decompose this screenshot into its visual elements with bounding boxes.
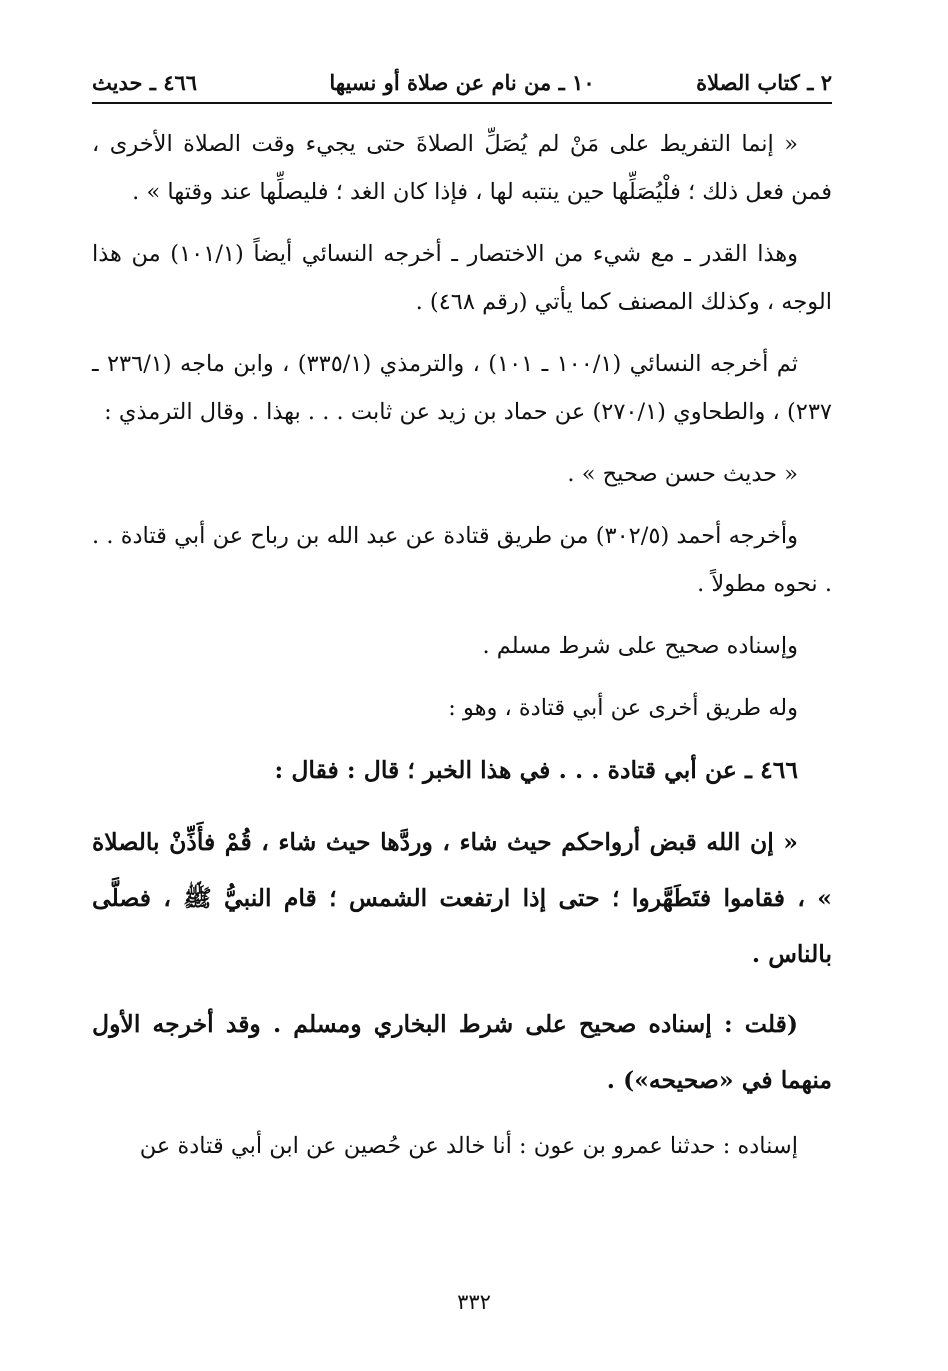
paragraph: « إنما التفريط على مَنْ لم يُصَلِّ الصلاةَ حتى يجيء وقت الصلاة الأخرى ، فمن فعل ذلك ؛ فلْيُصَلِّها حين ينتبه لها ، فإذا كان الغد ؛ فليصلِّها عند وقتها » . bbox=[92, 131, 832, 205]
author-note: (قلت : إسناده صحيح على شرط البخاري ومسلم . وقد أخرجه الأول منهما في «صحيحه») . bbox=[92, 1010, 832, 1094]
paragraph: « حديث حسن صحيح » . bbox=[567, 461, 798, 487]
hadith-text: « إن الله قبض أرواحكم حيث شاء ، وردَّها حيث شاء ، قُمْ فأَذِّنْ بالصلاة » ، فقاموا فتَطَهَّروا ؛ حتى إذا ارتفعت الشمس ؛ قام النبيُّ ﷺ ، فصلَّى بالناس . bbox=[92, 828, 832, 968]
hadith-heading: ٤٦٦ ـ عن أبي قتادة . . . في هذا الخبر ؛ قال : فقال : bbox=[274, 756, 798, 784]
paragraph: وأخرجه أحمد (٣٠٢/٥) من طريق قتادة عن عبد الله بن رباح عن أبي قتادة . . . نحوه مطولاً . bbox=[92, 523, 832, 597]
paragraph: ثم أخرجه النسائي (١٠٠/١ ـ ١٠١) ، والترمذي (٣٣٥/١) ، وابن ماجه (٢٣٦/١ ـ ٢٣٧) ، والطحاوي (٢٧٠/١) عن حماد بن زيد عن ثابت . . . بهذا . وقال الترمذي : bbox=[92, 351, 832, 425]
hadith-reference: ٤٦٦ ـ حديث bbox=[92, 70, 198, 95]
chapter-title: ٢ ـ كتاب الصلاة bbox=[696, 70, 832, 95]
paragraph: وإسناده صحيح على شرط مسلم . bbox=[482, 633, 798, 659]
page-number: ٣٣٢ bbox=[457, 1290, 491, 1314]
running-header bbox=[92, 66, 832, 104]
paragraph: وهذا القدر ـ مع شيء من الاختصار ـ أخرجه النسائي أيضاً (١٠١/١) من هذا الوجه ، وكذلك المصنف كما يأتي (رقم ٤٦٨) . bbox=[92, 241, 832, 315]
section-title: ١٠ ـ من نام عن صلاة أو نسيها bbox=[329, 70, 595, 95]
page-body bbox=[92, 120, 832, 1184]
paragraph: وله طريق أخرى عن أبي قتادة ، وهو : bbox=[448, 695, 798, 721]
isnad-paragraph: إسناده : حدثنا عمرو بن عون : أنا خالد عن حُصين عن ابن أبي قتادة عن bbox=[139, 1133, 798, 1159]
